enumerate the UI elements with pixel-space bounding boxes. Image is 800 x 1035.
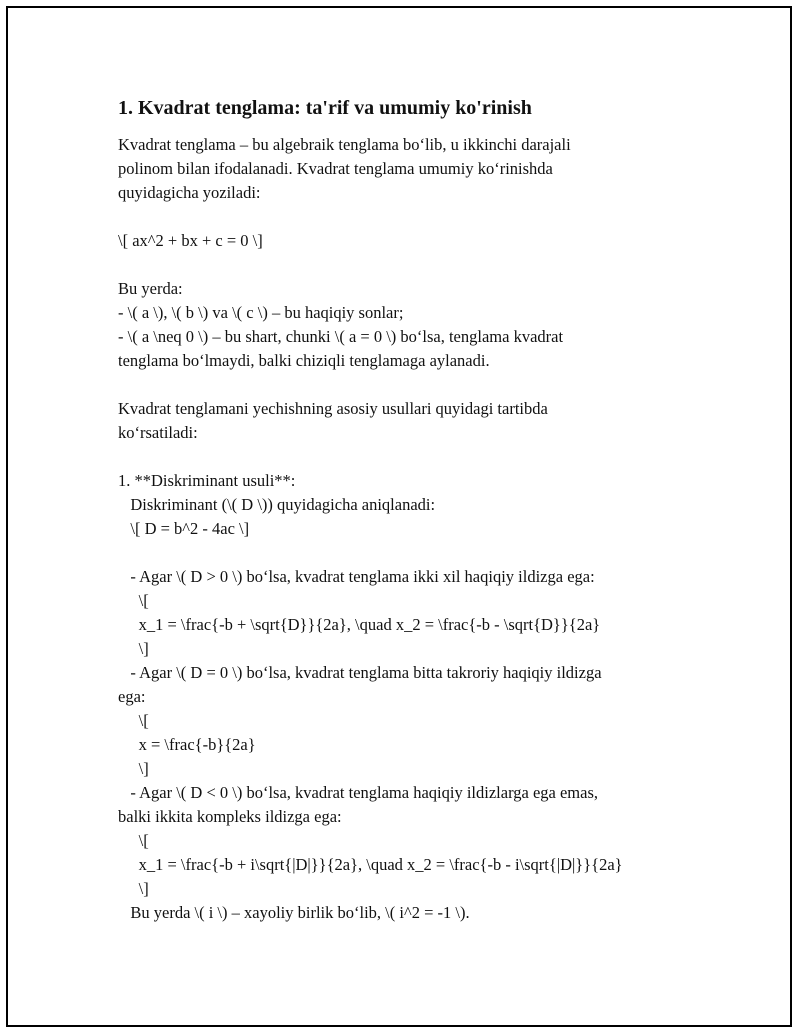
text-line: ega: xyxy=(118,687,146,706)
document-body xyxy=(118,95,718,925)
text-line: Kvadrat tenglama – bu algebraik tenglama bo‘lib, u ikkinchi darajali xyxy=(118,135,571,154)
text-line: quyidagicha yoziladi: xyxy=(118,183,261,202)
text-line: - \( a \), \( b \) va \( c \) – bu haqiqiy sonlar; xyxy=(118,303,404,322)
text-line: - Agar \( D = 0 \) bo‘lsa, kvadrat tenglama bitta takroriy haqiqiy ildizga xyxy=(118,663,602,682)
text-line: Diskriminant (\( D \)) quyidagicha aniqlanadi: xyxy=(118,495,436,514)
text-line: \] xyxy=(118,759,149,778)
blank-line xyxy=(118,253,718,277)
blank-line xyxy=(118,445,718,469)
blank-line xyxy=(118,205,718,229)
text-line: \[ D = b^2 - 4ac \] xyxy=(118,519,250,538)
text-line: tenglama bo‘lmaydi, balki chiziqli tenglamaga aylanadi. xyxy=(118,351,490,370)
text-line: Bu yerda \( i \) – xayoliy birlik bo‘lib, \( i^2 = -1 \). xyxy=(118,903,470,922)
text-line: x_1 = \frac{-b + i\sqrt{|D|}}{2a}, \quad x_2 = \frac{-b - i\sqrt{|D|}}{2a} xyxy=(118,855,623,874)
section-title: 1. Kvadrat tenglama: ta'rif va umumiy ko'rinish xyxy=(118,97,532,119)
text-line: ko‘rsatiladi: xyxy=(118,423,198,442)
text-line: - Agar \( D > 0 \) bo‘lsa, kvadrat tenglama ikki xil haqiqiy ildizga ega: xyxy=(118,567,595,586)
text-line: - \( a \neq 0 \) – bu shart, chunki \( a = 0 \) bo‘lsa, tenglama kvadrat xyxy=(118,327,564,346)
text-line: \[ xyxy=(118,831,149,850)
text-line: polinom bilan ifodalanadi. Kvadrat tenglama umumiy ko‘rinishda xyxy=(118,159,553,178)
text-line: Bu yerda: xyxy=(118,279,183,298)
text-line: \] xyxy=(118,879,149,898)
text-line: \[ xyxy=(118,711,149,730)
blank-line xyxy=(118,373,718,397)
text-line: balki ikkita kompleks ildizga ega: xyxy=(118,807,342,826)
text-line: Kvadrat tenglamani yechishning asosiy usullari quyidagi tartibda xyxy=(118,399,548,418)
text-line: \] xyxy=(118,639,149,658)
text-line: x = \frac{-b}{2a} xyxy=(118,735,256,754)
blank-line xyxy=(118,541,718,565)
text-line: - Agar \( D < 0 \) bo‘lsa, kvadrat tenglama haqiqiy ildizlarga ega emas, xyxy=(118,783,599,802)
text-line: x_1 = \frac{-b + \sqrt{D}}{2a}, \quad x_2 = \frac{-b - \sqrt{D}}{2a} xyxy=(118,615,601,634)
text-line: \[ xyxy=(118,591,149,610)
text-line: \[ ax^2 + bx + c = 0 \] xyxy=(118,231,263,250)
text-line: 1. **Diskriminant usuli**: xyxy=(118,471,296,490)
text-lines xyxy=(118,133,718,925)
